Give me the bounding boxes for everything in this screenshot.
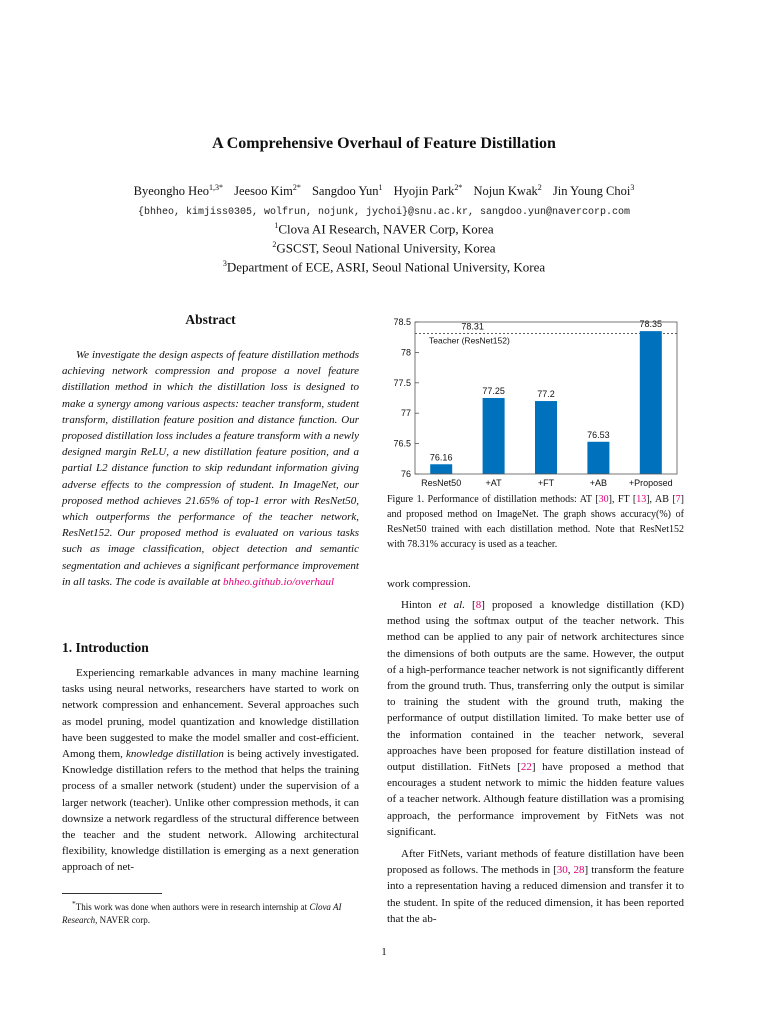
y-tick-label: 77.5 (393, 377, 411, 388)
page-number: 1 (381, 946, 387, 958)
paragraph-continuation: work compression. (387, 578, 471, 590)
footnote: *This work was done when authors were in research internship at Clova AI Research, NAVER corp. (62, 899, 342, 925)
y-tick-label: 77 (400, 408, 411, 419)
reference-value-label: 78.31 (461, 321, 484, 332)
x-tick-label: ResNet50 (421, 478, 462, 488)
paper-title: A Comprehensive Overhaul of Feature Distillation (212, 135, 556, 152)
x-tick-label: +FT (537, 478, 555, 488)
bar-value-label: 76.53 (587, 429, 610, 440)
x-tick-label: +AT (485, 478, 502, 488)
citation[interactable]: 13 (636, 494, 647, 505)
x-tick-label: +AB (589, 478, 608, 488)
paragraph-hinton-kd: Hinton et al. [8] proposed a knowledge distillation (KD) method using the softmax output of the teacher network. This method can be applied to any pair of network architectures since the dimensions of both outputs are the same. However, the output of a high-performance teacher network is not significantly different from the ground truth. Thus, transferring only the output is similar to training the student with the ground truth, making the performance of output distillation limited. To make better use of the information contained in the teacher network, several approaches have been proposed for feature distillation instead of output distillation. FitNets [22] have proposed a method that encourages a student network to mimic the hidden feature values of a teacher network. Although feature distillation was a promising approach, the performance improvement by FitNets was not significant. (387, 599, 685, 838)
author: Nojun Kwak$^2$ (473, 183, 542, 199)
bar-value-label: 78.35 (639, 319, 663, 330)
bar (483, 398, 505, 474)
y-tick-label: 76.5 (393, 438, 411, 449)
author: Byeongho Heo$^{1,3*}$ (133, 183, 223, 199)
bar-chart (387, 312, 684, 492)
bar (430, 464, 452, 474)
author-emails: {bhheo, kimjiss0305, wolfrun, nojunk, jychoi}@snu.ac.kr, sangdoo.yun@navercorp.com (137, 207, 631, 218)
x-tick-label: +Proposed (628, 478, 673, 488)
reference-line-label: Teacher (ResNet152) (429, 335, 510, 346)
citation[interactable]: 7 (675, 494, 681, 505)
figure-1-chart (387, 312, 684, 492)
citation[interactable]: 28 (573, 864, 585, 877)
bar (587, 442, 609, 474)
y-tick-label: 76 (400, 469, 411, 479)
abstract-text: We investigate the design aspects of feature distillation methods achieving network compression and propose a novel feature distillation method in which the distillation loss is designed to make a synergy among various aspects: teacher transform, student transform, distillation feature position and distance function. Our proposed distillation loss includes a feature transform with a newly designed margin ReLU, a new distillation feature position, and a partial L2 distance function to skip redundant information giving adverse effects to the compression of student. In ImageNet, our proposed method achieves 21.65% of top-1 error with ResNet50, which outperforms the performance of the teacher network, ResNet152. Our proposed method is evaluated on various tasks such as image classification, object detection and semantic segmentation and achieves a significant performance improvement in all tasks. The code is available at bhheo.github.io/overhaul (62, 349, 359, 588)
footnote-divider (62, 893, 162, 894)
author: Jeesoo Kim$^{2*}$ (234, 183, 301, 199)
citation[interactable]: 8 (475, 599, 482, 611)
y-tick-label: 78.5 (393, 317, 411, 327)
affiliation: $^2$GSCST, Seoul National University, Korea (272, 240, 496, 256)
affiliation: $^3$Department of ECE, ASRI, Seoul National University, Korea (222, 259, 546, 275)
author-list (0, 183, 768, 199)
bar (640, 331, 662, 474)
bar-value-label: 77.25 (482, 386, 505, 396)
abstract-heading: Abstract (185, 312, 236, 327)
citation[interactable]: 30 (598, 494, 609, 505)
y-tick-label: 78 (400, 347, 411, 358)
author: Jin Young Choi$^3$ (552, 183, 635, 199)
affiliation: $^1$Clova AI Research, NAVER Corp, Korea (274, 221, 494, 237)
bar-value-label: 76.16 (429, 452, 453, 463)
citation[interactable]: 30 (556, 864, 568, 877)
section-heading-introduction: 1. Introduction (62, 640, 149, 655)
author: Hyojin Park$^{2*}$ (393, 183, 463, 199)
citation[interactable]: 22 (520, 761, 532, 774)
bar (535, 401, 557, 474)
paragraph-fitnets-variants: After FitNets, variant methods of feature distillation have been proposed as follows. The methods in [30, 28] transform the feature into a representation having a reduced dimension and transfer it to the student. In spite of the reduced dimension, it has been reported that the ab- (387, 848, 685, 925)
bar-value-label: 77.2 (537, 389, 555, 400)
author: Sangdoo Yun$^1$ (311, 183, 383, 199)
introduction-paragraph: Experiencing remarkable advances in many machine learning tasks using neural networks, researchers have started to work on network compression and enhancement. Several approaches such as model pruning, model quantization and knowledge distillation have been suggested to make the model smaller and cost-efficient. Among them, knowledge distillation is being actively investigated. Knowledge distillation refers to the method that helps the training process of a smaller network (student) under the supervision of a larger network (teacher). Unlike other compression methods, it can downsize a network regardless of the structural difference between the teacher and the student network. Allowing architectural flexibility, knowledge distillation is emerging as a next generation approach of net- (62, 667, 360, 874)
figure-caption: Figure 1. Performance of distillation methods: AT [30], FT [13], AB [7] and proposed method on ImageNet. The graph shows accuracy(%) of ResNet50 trained with each distillation method. Note that ResNet152 with 78.31% accuracy is used as a teacher. (387, 494, 685, 550)
code-link[interactable]: bhheo.github.io/overhaul (223, 575, 335, 588)
